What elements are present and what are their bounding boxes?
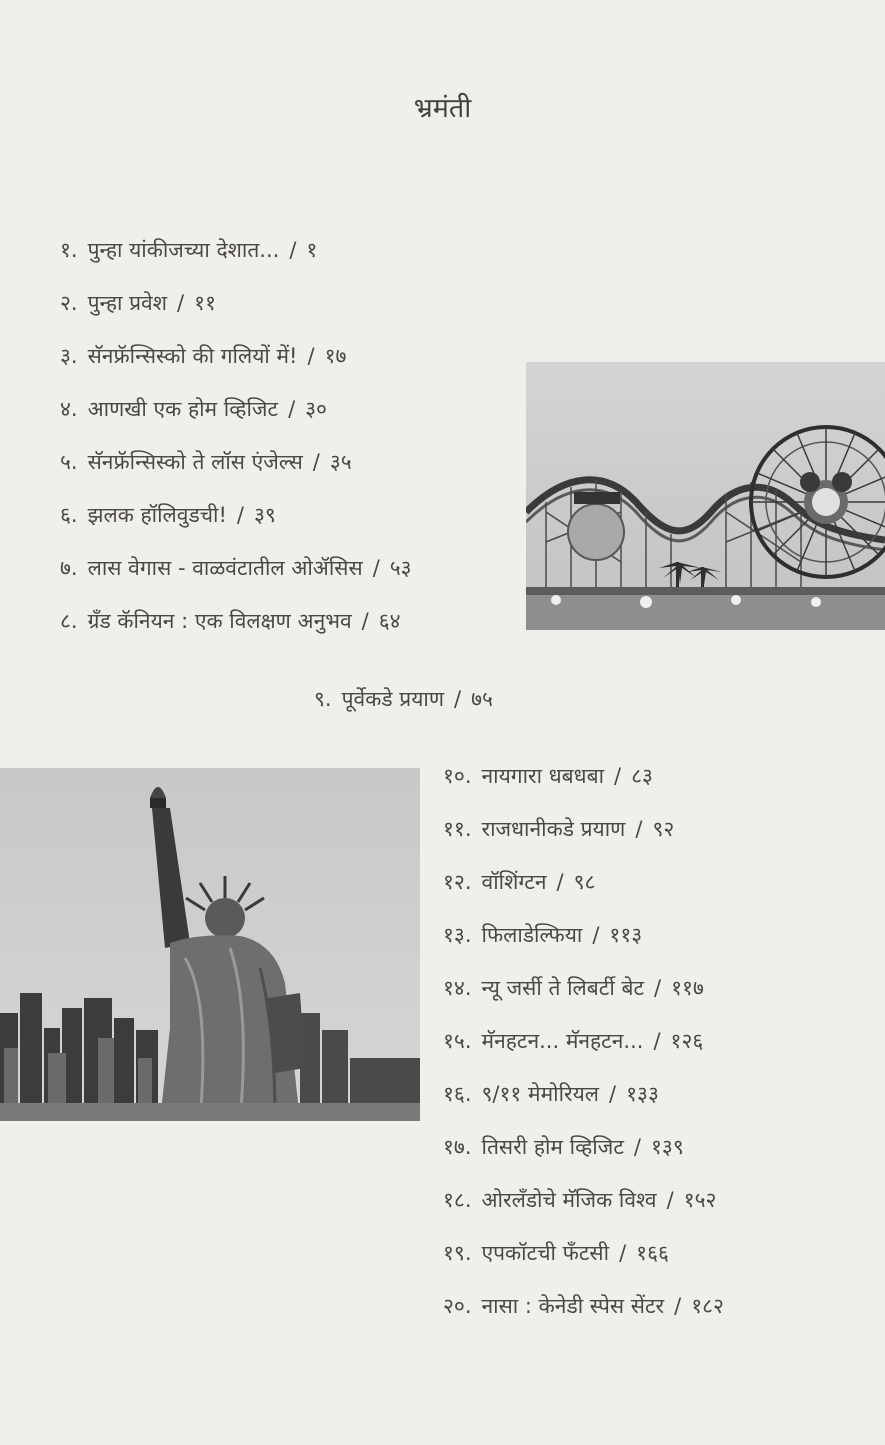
toc-item-page: ३० xyxy=(305,397,327,421)
toc-item-page: १३९ xyxy=(651,1135,684,1159)
toc-separator: / xyxy=(619,1241,627,1265)
toc-item-page: ११७ xyxy=(671,976,704,1000)
toc-item-number: १९. xyxy=(443,1241,472,1265)
toc-item-page: ११३ xyxy=(609,923,643,947)
toc-item-14[interactable] xyxy=(443,973,704,1003)
toc-separator: / xyxy=(674,1294,682,1318)
toc-separator: / xyxy=(609,1082,617,1106)
toc-item-number: ३. xyxy=(60,344,78,368)
toc-item-number: ५. xyxy=(60,450,78,474)
toc-item-page: ८३ xyxy=(631,764,653,788)
toc-item-page: ३९ xyxy=(253,503,276,527)
toc-item-3[interactable] xyxy=(60,341,346,371)
toc-item-9[interactable] xyxy=(314,684,493,714)
toc-item-title: पुन्हा यांकीजच्या देशात... xyxy=(87,238,280,262)
toc-item-number: ११. xyxy=(443,817,472,841)
toc-item-1[interactable] xyxy=(60,235,317,265)
toc-item-number: ८. xyxy=(60,609,78,633)
toc-item-10[interactable] xyxy=(443,761,653,791)
toc-item-number: ७. xyxy=(60,556,78,580)
page-title: भ्रमंती xyxy=(413,93,472,124)
toc-separator: / xyxy=(633,1135,641,1159)
toc-separator: / xyxy=(307,344,315,368)
toc-item-20[interactable] xyxy=(443,1291,724,1321)
toc-item-page: १७ xyxy=(324,344,347,368)
toc-item-18[interactable] xyxy=(443,1185,716,1215)
toc-item-number: १२. xyxy=(443,870,472,894)
toc-item-number: १४. xyxy=(443,976,472,1000)
toc-separator: / xyxy=(635,817,643,841)
toc-item-page: १२६ xyxy=(670,1029,704,1053)
toc-item-page: ११ xyxy=(194,291,216,315)
toc-item-title: ग्रॅंड कॅनियन : एक विलक्षण अनुभव xyxy=(87,609,352,633)
toc-item-page: १५२ xyxy=(683,1188,717,1212)
toc-separator: / xyxy=(454,687,462,711)
toc-item-title: ९/११ मेमोरियल xyxy=(481,1082,600,1106)
toc-item-number: ६. xyxy=(60,503,78,527)
toc-item-title: पुन्हा प्रवेश xyxy=(87,291,167,315)
toc-item-15[interactable] xyxy=(443,1026,703,1056)
toc-item-title: झलक हॉलिवुडची! xyxy=(87,503,227,527)
toc-item-number: ४. xyxy=(60,397,78,421)
toc-separator: / xyxy=(666,1188,674,1212)
toc-item-4[interactable] xyxy=(60,394,327,424)
toc-item-title: आणखी एक होम व्हिजिट xyxy=(87,397,279,421)
toc-item-page: १८२ xyxy=(691,1294,724,1318)
toc-item-page: १३३ xyxy=(626,1082,659,1106)
toc-item-page: १ xyxy=(306,238,318,262)
toc-item-number: १८. xyxy=(443,1188,472,1212)
toc-item-13[interactable] xyxy=(443,920,642,950)
toc-item-12[interactable] xyxy=(443,867,595,897)
toc-item-title: लास वेगास - वाळवंटातील ओॲसिस xyxy=(87,556,363,580)
toc-item-5[interactable] xyxy=(60,447,352,477)
toc-item-11[interactable] xyxy=(443,814,674,844)
toc-item-title: फिलाडेल्फिया xyxy=(481,923,583,947)
toc-separator: / xyxy=(236,503,244,527)
toc-item-title: वॉशिंग्टन xyxy=(481,870,547,894)
toc-item-page: ९२ xyxy=(652,817,675,841)
toc-separator: / xyxy=(177,291,185,315)
statue-of-liberty-illustration xyxy=(0,768,420,1121)
toc-item-title: तिसरी होम व्हिजिट xyxy=(481,1135,624,1159)
toc-separator: / xyxy=(361,609,369,633)
toc-item-number: ९. xyxy=(314,687,332,711)
toc-item-title: राजधानीकडे प्रयाण xyxy=(481,817,626,841)
toc-item-title: सॅनफ्रॅन्सिस्को ते लॉस एंजेल्स xyxy=(87,450,303,474)
toc-item-2[interactable] xyxy=(60,288,216,318)
toc-item-title: सॅनफ्रॅन्सिस्को की गलियों में! xyxy=(87,344,298,368)
toc-item-19[interactable] xyxy=(443,1238,669,1268)
toc-item-title: मॅनहटन... मॅनहटन... xyxy=(481,1029,644,1053)
toc-item-number: २०. xyxy=(443,1294,472,1318)
toc-item-page: ५३ xyxy=(389,556,412,580)
toc-item-number: १०. xyxy=(443,764,472,788)
toc-item-number: १. xyxy=(60,238,78,262)
toc-item-page: ६४ xyxy=(378,609,401,633)
toc-item-17[interactable] xyxy=(443,1132,684,1162)
toc-item-16[interactable] xyxy=(443,1079,659,1109)
toc-item-number: १५. xyxy=(443,1029,472,1053)
toc-separator: / xyxy=(288,397,296,421)
toc-item-title: नासा : केनेडी स्पेस सेंटर xyxy=(481,1294,665,1318)
toc-item-6[interactable] xyxy=(60,500,276,530)
toc-item-8[interactable] xyxy=(60,606,401,636)
toc-item-number: २. xyxy=(60,291,78,315)
toc-item-page: १६६ xyxy=(636,1241,669,1265)
toc-item-title: ओरलॅंडोचे मॅजिक विश्व xyxy=(481,1188,657,1212)
toc-separator: / xyxy=(654,976,662,1000)
toc-item-number: १६. xyxy=(443,1082,472,1106)
toc-separator: / xyxy=(592,923,600,947)
toc-item-number: १७. xyxy=(443,1135,472,1159)
toc-separator: / xyxy=(372,556,380,580)
toc-separator: / xyxy=(289,238,297,262)
amusement-park-photo xyxy=(526,362,885,630)
toc-item-title: नायगारा धबधबा xyxy=(481,764,605,788)
amusement-park-illustration xyxy=(526,362,885,630)
toc-item-page: ९८ xyxy=(573,870,596,894)
toc-item-page: ७५ xyxy=(471,687,493,711)
statue-of-liberty-photo xyxy=(0,768,420,1121)
toc-item-title: न्यू जर्सी ते लिबर्टी बेट xyxy=(481,976,645,1000)
toc-separator: / xyxy=(614,764,622,788)
toc-separator: / xyxy=(556,870,564,894)
toc-item-title: पूर्वेकडे प्रयाण xyxy=(341,687,445,711)
toc-separator: / xyxy=(312,450,320,474)
toc-item-number: १३. xyxy=(443,923,472,947)
toc-item-page: ३५ xyxy=(329,450,352,474)
toc-separator: / xyxy=(653,1029,661,1053)
toc-item-title: एपकॉटची फॅंटसी xyxy=(481,1241,610,1265)
toc-item-7[interactable] xyxy=(60,553,412,583)
